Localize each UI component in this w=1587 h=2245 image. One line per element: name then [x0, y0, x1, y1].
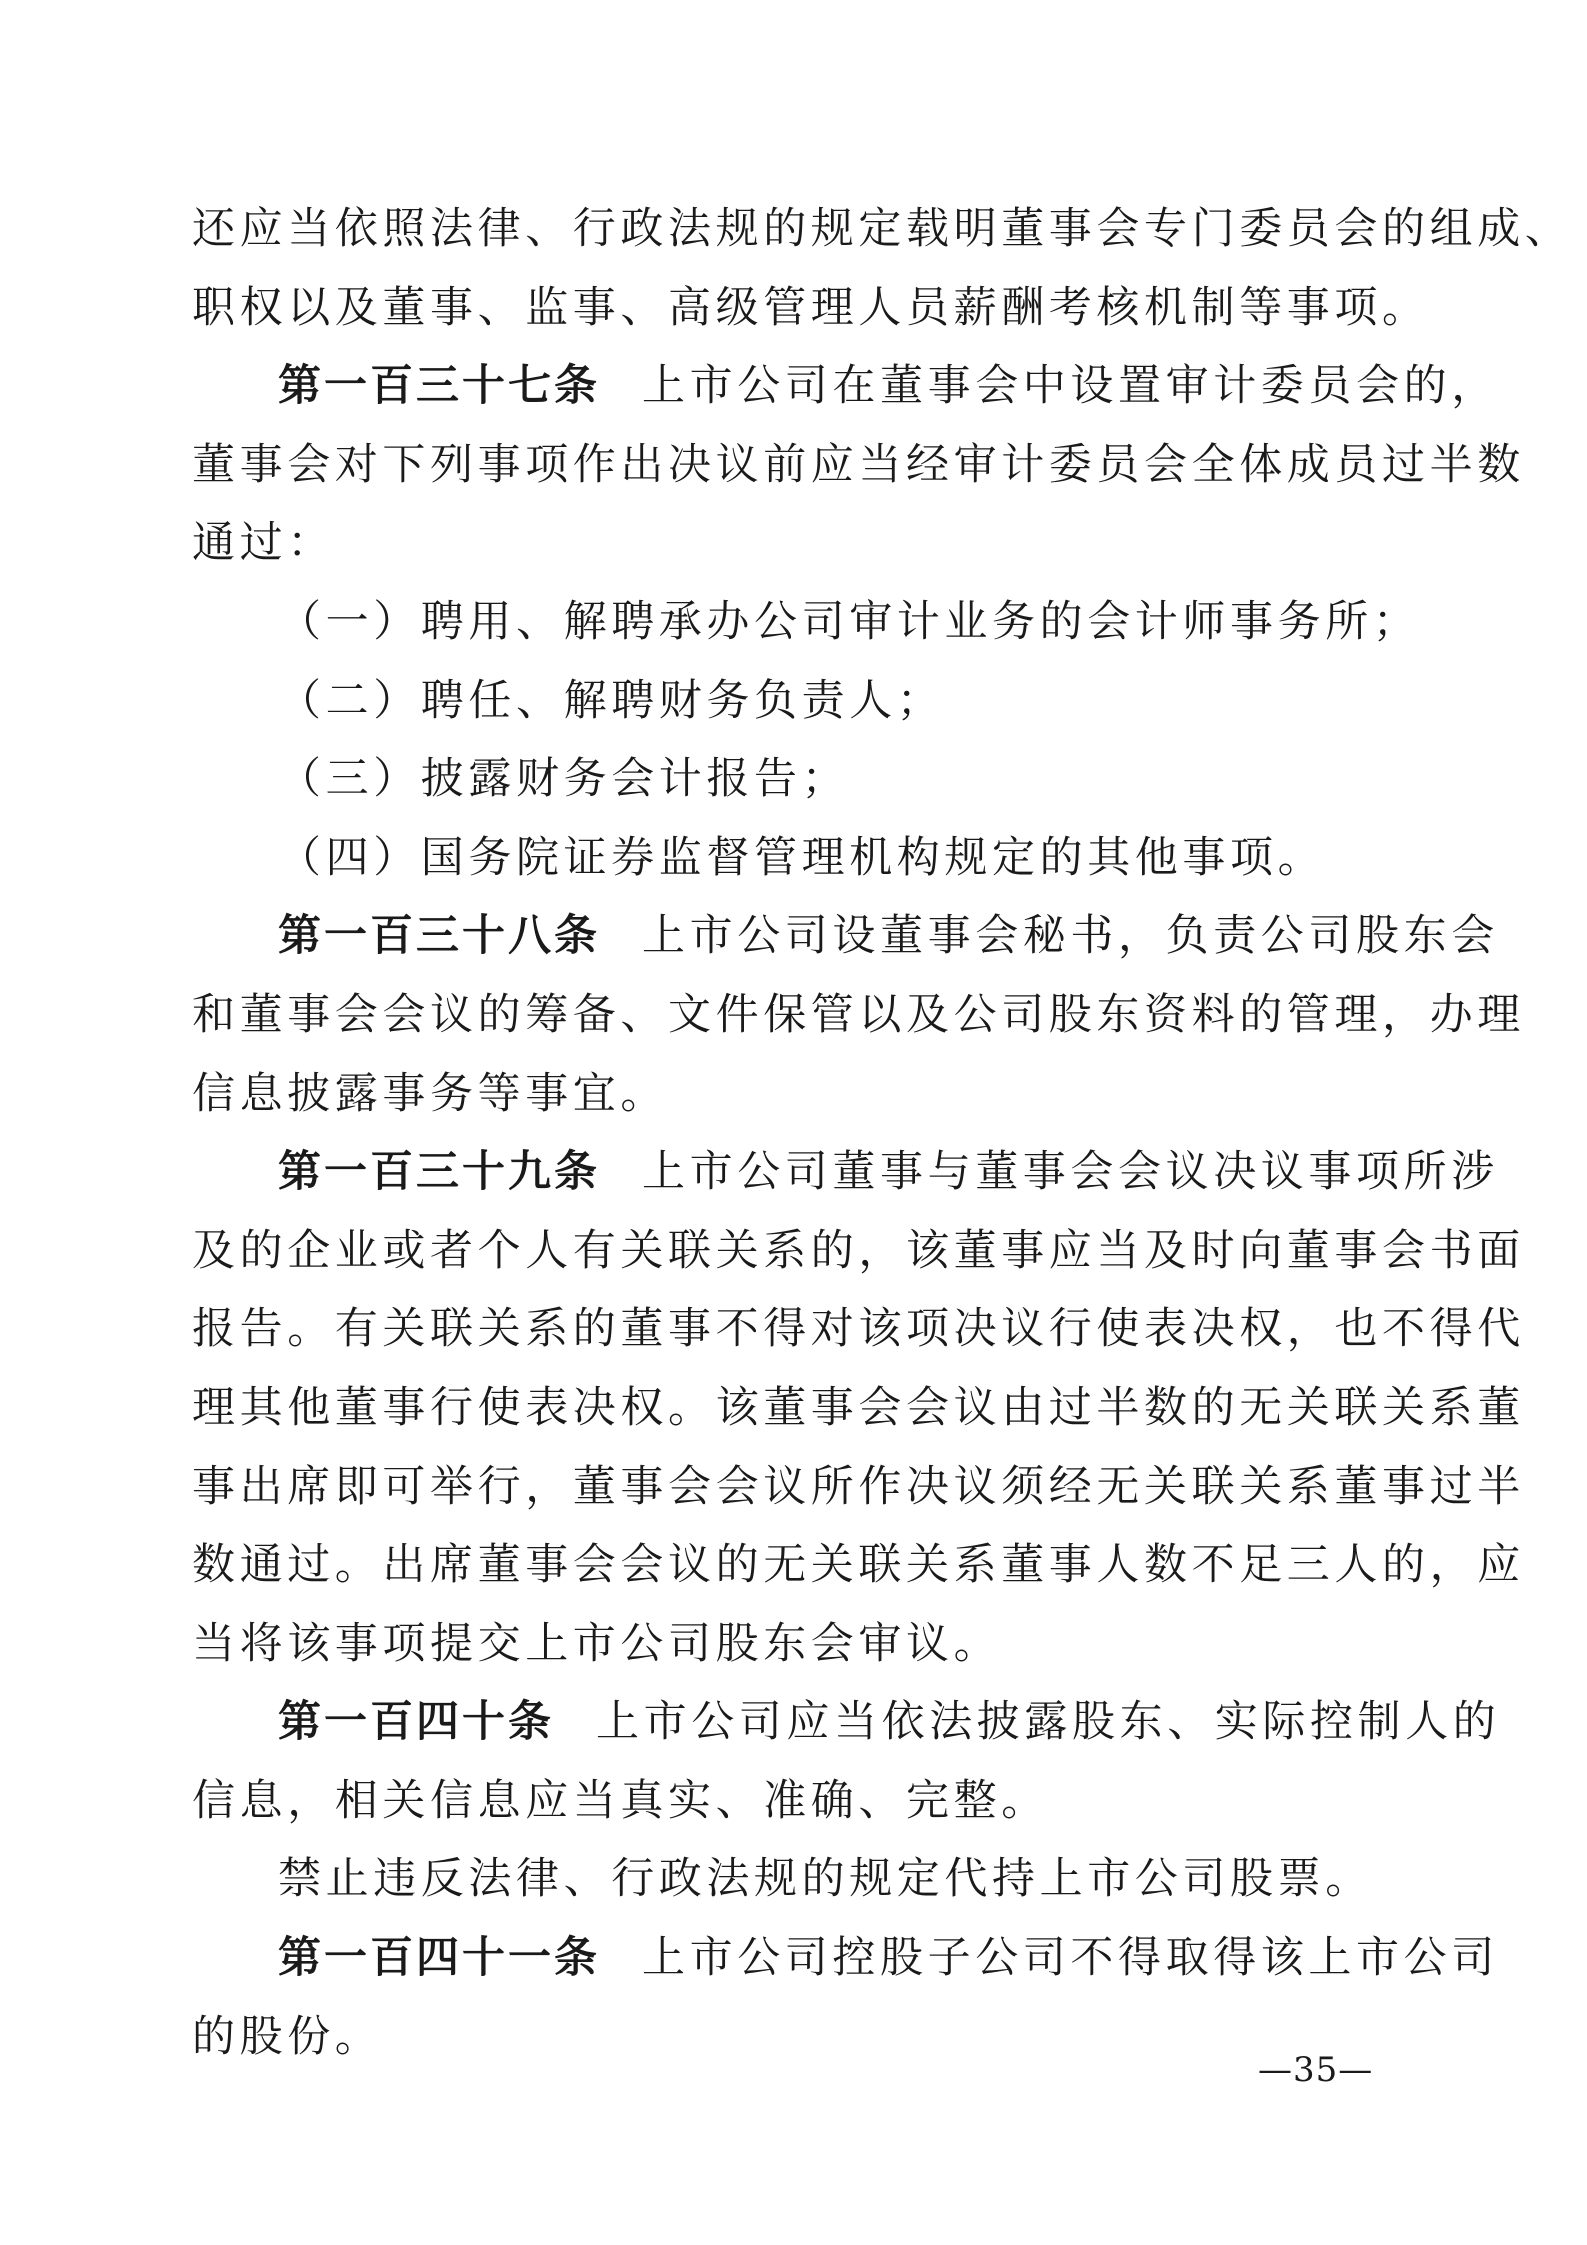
line-text: 职权以及董事、监事、高级管理人员薪酬考核机制等事项。	[192, 282, 1430, 333]
line-text: 通过：	[192, 518, 335, 569]
text-line	[192, 1055, 1372, 1134]
article-number: 第一百三十九条	[278, 1147, 600, 1198]
article-137-heading	[192, 347, 1499, 426]
line-text: 报告。有关联关系的董事不得对该项决议行使表决权，也不得代	[192, 1304, 1525, 1355]
line-text: 事出席即可举行，董事会会议所作决议须经无关联关系董事过半	[192, 1461, 1525, 1512]
line-text: 还应当依照法律、行政法规的规定载明董事会专门委员会的组成、	[192, 204, 1573, 254]
line-text: 的股份。	[192, 2011, 383, 2062]
line-text: （四）国务院证券监督管理机构规定的其他事项。	[278, 832, 1326, 883]
list-item	[192, 662, 1372, 741]
line-text: 上市公司控股子公司不得取得该上市公司	[642, 1933, 1499, 1984]
line-text: （一）聘用、解聘承办公司审计业务的会计师事务所；	[278, 596, 1421, 647]
line-text: 上市公司设董事会秘书，负责公司股东会	[642, 911, 1499, 962]
article-number: 第一百三十八条	[278, 911, 600, 962]
document-body	[192, 190, 1573, 2076]
text-line	[192, 1448, 1525, 1527]
text-line	[192, 1212, 1525, 1291]
text-line	[192, 1290, 1525, 1369]
page-number: —35—	[1258, 2050, 1374, 2090]
text-line	[192, 976, 1525, 1055]
text-line	[192, 1840, 1372, 1919]
line-text: 信息披露事务等事宜。	[192, 1068, 668, 1119]
line-text: 信息，相关信息应当真实、准确、完整。	[192, 1775, 1049, 1826]
text-line	[192, 1605, 1372, 1684]
line-text: （二）聘任、解聘财务负责人；	[278, 675, 945, 726]
line-text: 上市公司董事与董事会会议决议事项所涉	[642, 1147, 1499, 1198]
text-line	[192, 1369, 1525, 1448]
text-line	[192, 269, 1430, 348]
line-text: 当将该事项提交上市公司股东会审议。	[192, 1618, 1002, 1669]
line-text: 董事会对下列事项作出决议前应当经审计委员会全体成员过半数	[192, 439, 1525, 490]
line-text: 上市公司在董事会中设置审计委员会的，	[642, 361, 1499, 412]
article-140-heading	[192, 1683, 1501, 1762]
line-text: （三）披露财务会计报告；	[278, 754, 850, 805]
line-text: 禁止违反法律、行政法规的规定代持上市公司股票。	[278, 1854, 1373, 1905]
text-line	[192, 426, 1525, 505]
list-item	[192, 819, 1372, 898]
article-number: 第一百三十七条	[278, 361, 600, 412]
article-141-heading	[192, 1919, 1499, 1998]
article-number: 第一百四十条	[278, 1697, 554, 1748]
line-text: 及的企业或者个人有关联关系的，该董事应当及时向董事会书面	[192, 1225, 1525, 1276]
line-text: 上市公司应当依法披露股东、实际控制人的	[596, 1697, 1501, 1748]
article-139-heading	[192, 1133, 1499, 1212]
text-line	[192, 1762, 1372, 1841]
text-line	[192, 190, 1573, 269]
line-text: 数通过。出席董事会会议的无关联关系董事人数不足三人的，应	[192, 1540, 1525, 1591]
line-text: 和董事会会议的筹备、文件保管以及公司股东资料的管理，办理	[192, 989, 1525, 1040]
list-item	[192, 583, 1421, 662]
list-item	[192, 740, 1372, 819]
text-line	[192, 1998, 1372, 2077]
text-line	[192, 1526, 1525, 1605]
line-text: 理其他董事行使表决权。该董事会会议由过半数的无关联关系董	[192, 1382, 1525, 1433]
text-line	[192, 504, 1372, 583]
article-138-heading	[192, 897, 1499, 976]
article-number: 第一百四十一条	[278, 1933, 600, 1984]
